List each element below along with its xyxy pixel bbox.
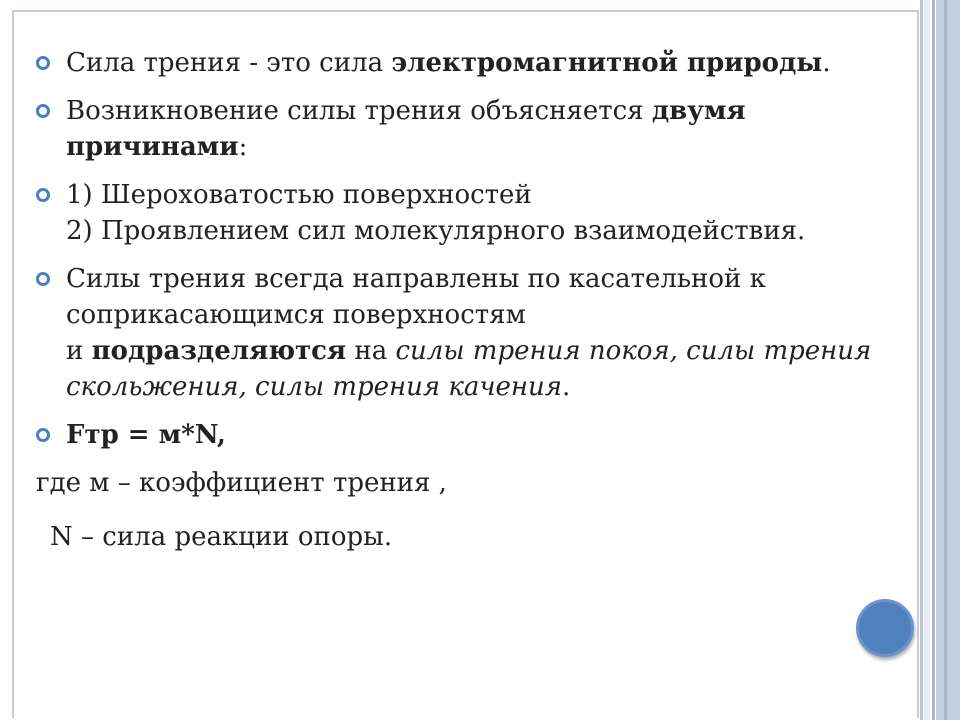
reason-1: 1) Шероховатостью поверхностей xyxy=(66,180,532,210)
bullet-item-definition xyxy=(36,45,906,81)
bold-text: двумя причинами xyxy=(66,96,746,162)
where-line-2: N – сила реакции опоры. xyxy=(50,522,393,552)
text: Силы трения всегда направлены по касательной к соприкасающимся поверхностям xyxy=(66,264,766,330)
formula: Fтр = м*N, xyxy=(66,420,226,450)
slide-content xyxy=(36,45,906,573)
bold-text: электромагнитной природы xyxy=(391,48,823,78)
bullet-item-formula xyxy=(36,417,906,453)
where-line-1: где м – коэффициент трения , xyxy=(36,468,447,498)
text: на xyxy=(346,336,396,366)
bullet-icon xyxy=(36,104,50,118)
bullet-icon xyxy=(36,56,50,70)
bullet-icon xyxy=(36,272,50,286)
bullet-item-direction xyxy=(36,261,906,405)
text: Возникновение силы трения объясняется xyxy=(66,96,652,126)
reason-2: 2) Проявлением сил молекулярного взаимодействия. xyxy=(66,216,806,246)
bullet-icon xyxy=(36,428,50,442)
text: . xyxy=(822,48,831,78)
italic-text: силы трения покоя, силы трения скольжения, силы трения качения xyxy=(66,336,872,402)
text: : xyxy=(238,132,248,162)
decorative-circle xyxy=(856,599,914,657)
text: . xyxy=(562,372,571,402)
bullet-item-causes xyxy=(36,93,906,165)
bold-text: подразделяются xyxy=(91,336,347,366)
text: Сила трения - это сила xyxy=(66,48,392,78)
bullet-icon xyxy=(36,188,50,202)
bullet-item-reasons-list xyxy=(36,177,906,249)
decorative-stripes xyxy=(920,0,960,720)
text: и xyxy=(66,336,92,366)
